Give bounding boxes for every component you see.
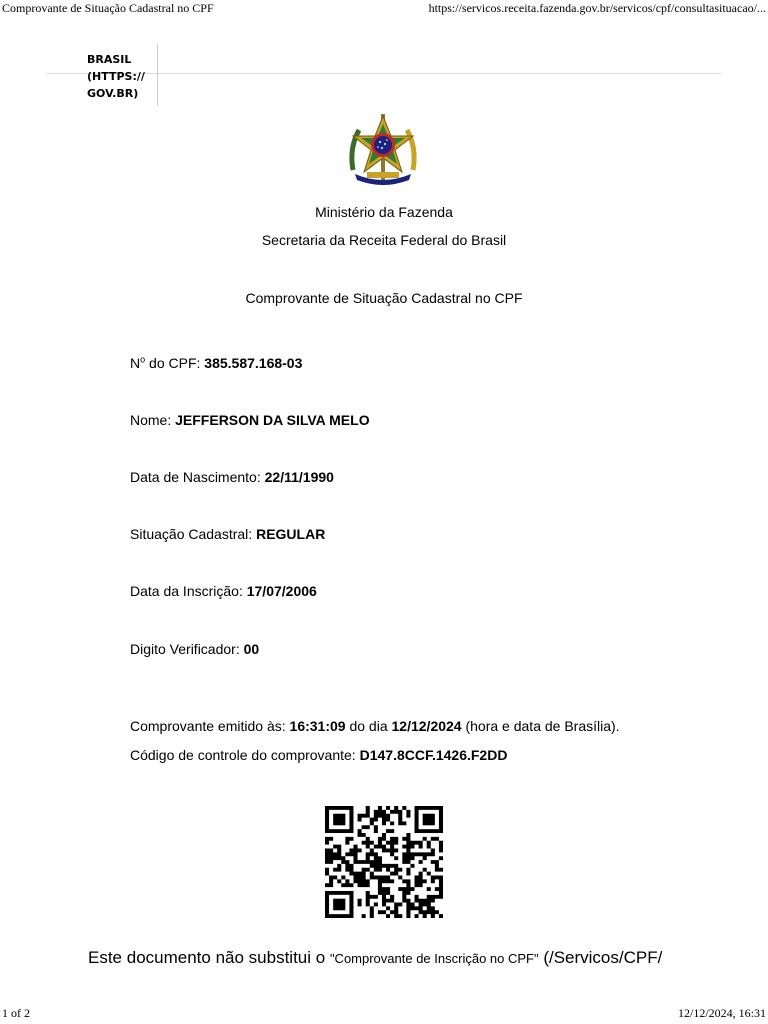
- field-digito-verificador: [130, 641, 259, 657]
- nascimento-label: Data de Nascimento:: [130, 469, 265, 485]
- emission-pre: Comprovante emitido às:: [130, 718, 290, 734]
- print-page-url: https://servicos.receita.fazenda.gov.br/servicos/cpf/consultasituacao/...: [428, 1, 766, 15]
- digito-value: 00: [243, 641, 260, 657]
- emission-post: (hora e data de Brasília).: [461, 718, 620, 734]
- gov-link-line1: BRASIL: [87, 53, 132, 66]
- emission-date: 12/12/2024: [391, 718, 462, 734]
- gov-br-link[interactable]: [87, 51, 153, 102]
- digito-label: Digito Verificador:: [130, 641, 244, 657]
- secretariat-name: Secretaria da Receita Federal do Brasil: [261, 232, 507, 248]
- qr-code-icon: [325, 806, 443, 918]
- print-header: [0, 0, 768, 18]
- brasao-republica-icon: [345, 112, 421, 186]
- print-page-number: 1 of 2: [2, 1006, 30, 1020]
- gov-bar: [46, 44, 722, 104]
- field-nome: [130, 412, 370, 428]
- gov-bar-separator: [157, 44, 158, 106]
- gov-link-line2: (HTTPS://: [87, 70, 145, 83]
- nome-label: Nome:: [130, 412, 176, 428]
- cpf-value: 385.587.168-03: [204, 355, 303, 371]
- emission-time: 16:31:09: [289, 718, 346, 734]
- note-pre: Este documento não substitui o: [88, 948, 330, 967]
- field-data-inscricao: [130, 583, 317, 599]
- print-datetime: 12/12/2024, 16:31: [677, 1006, 766, 1020]
- control-code-label: Código de controle do comprovante:: [130, 747, 360, 763]
- control-code-value: D147.8CCF.1426.F2DD: [359, 747, 508, 763]
- control-code-line: [130, 747, 507, 763]
- cpf-label-post: do CPF:: [145, 355, 205, 371]
- nascimento-value: 22/11/1990: [264, 469, 334, 485]
- cpf-label-sup: o: [140, 354, 146, 365]
- print-footer: [0, 1006, 768, 1024]
- field-cpf: [130, 355, 302, 371]
- nome-value: JEFFERSON DA SILVA MELO: [175, 412, 370, 428]
- inscricao-value: 17/07/2006: [246, 583, 317, 599]
- note-link[interactable]: (/Servicos/CPF/: [538, 948, 663, 967]
- situacao-value: REGULAR: [256, 526, 326, 542]
- inscricao-label: Data da Inscrição:: [130, 583, 247, 599]
- emission-line: [130, 718, 620, 734]
- gov-link-line3: GOV.BR): [87, 87, 139, 100]
- disclaimer-note: [88, 948, 662, 968]
- ministry-name: Ministério da Fazenda: [315, 204, 453, 220]
- note-quoted: "Comprovante de Inscrição no CPF": [329, 951, 539, 966]
- print-page-title: Comprovante de Situação Cadastral no CPF: [2, 1, 214, 15]
- field-data-nascimento: [130, 469, 334, 485]
- field-situacao-cadastral: [130, 526, 325, 542]
- situacao-label: Situação Cadastral:: [130, 526, 257, 542]
- emission-mid: do dia: [345, 718, 392, 734]
- cpf-label-pre: N: [130, 355, 141, 371]
- document-title: Comprovante de Situação Cadastral no CPF: [245, 290, 523, 306]
